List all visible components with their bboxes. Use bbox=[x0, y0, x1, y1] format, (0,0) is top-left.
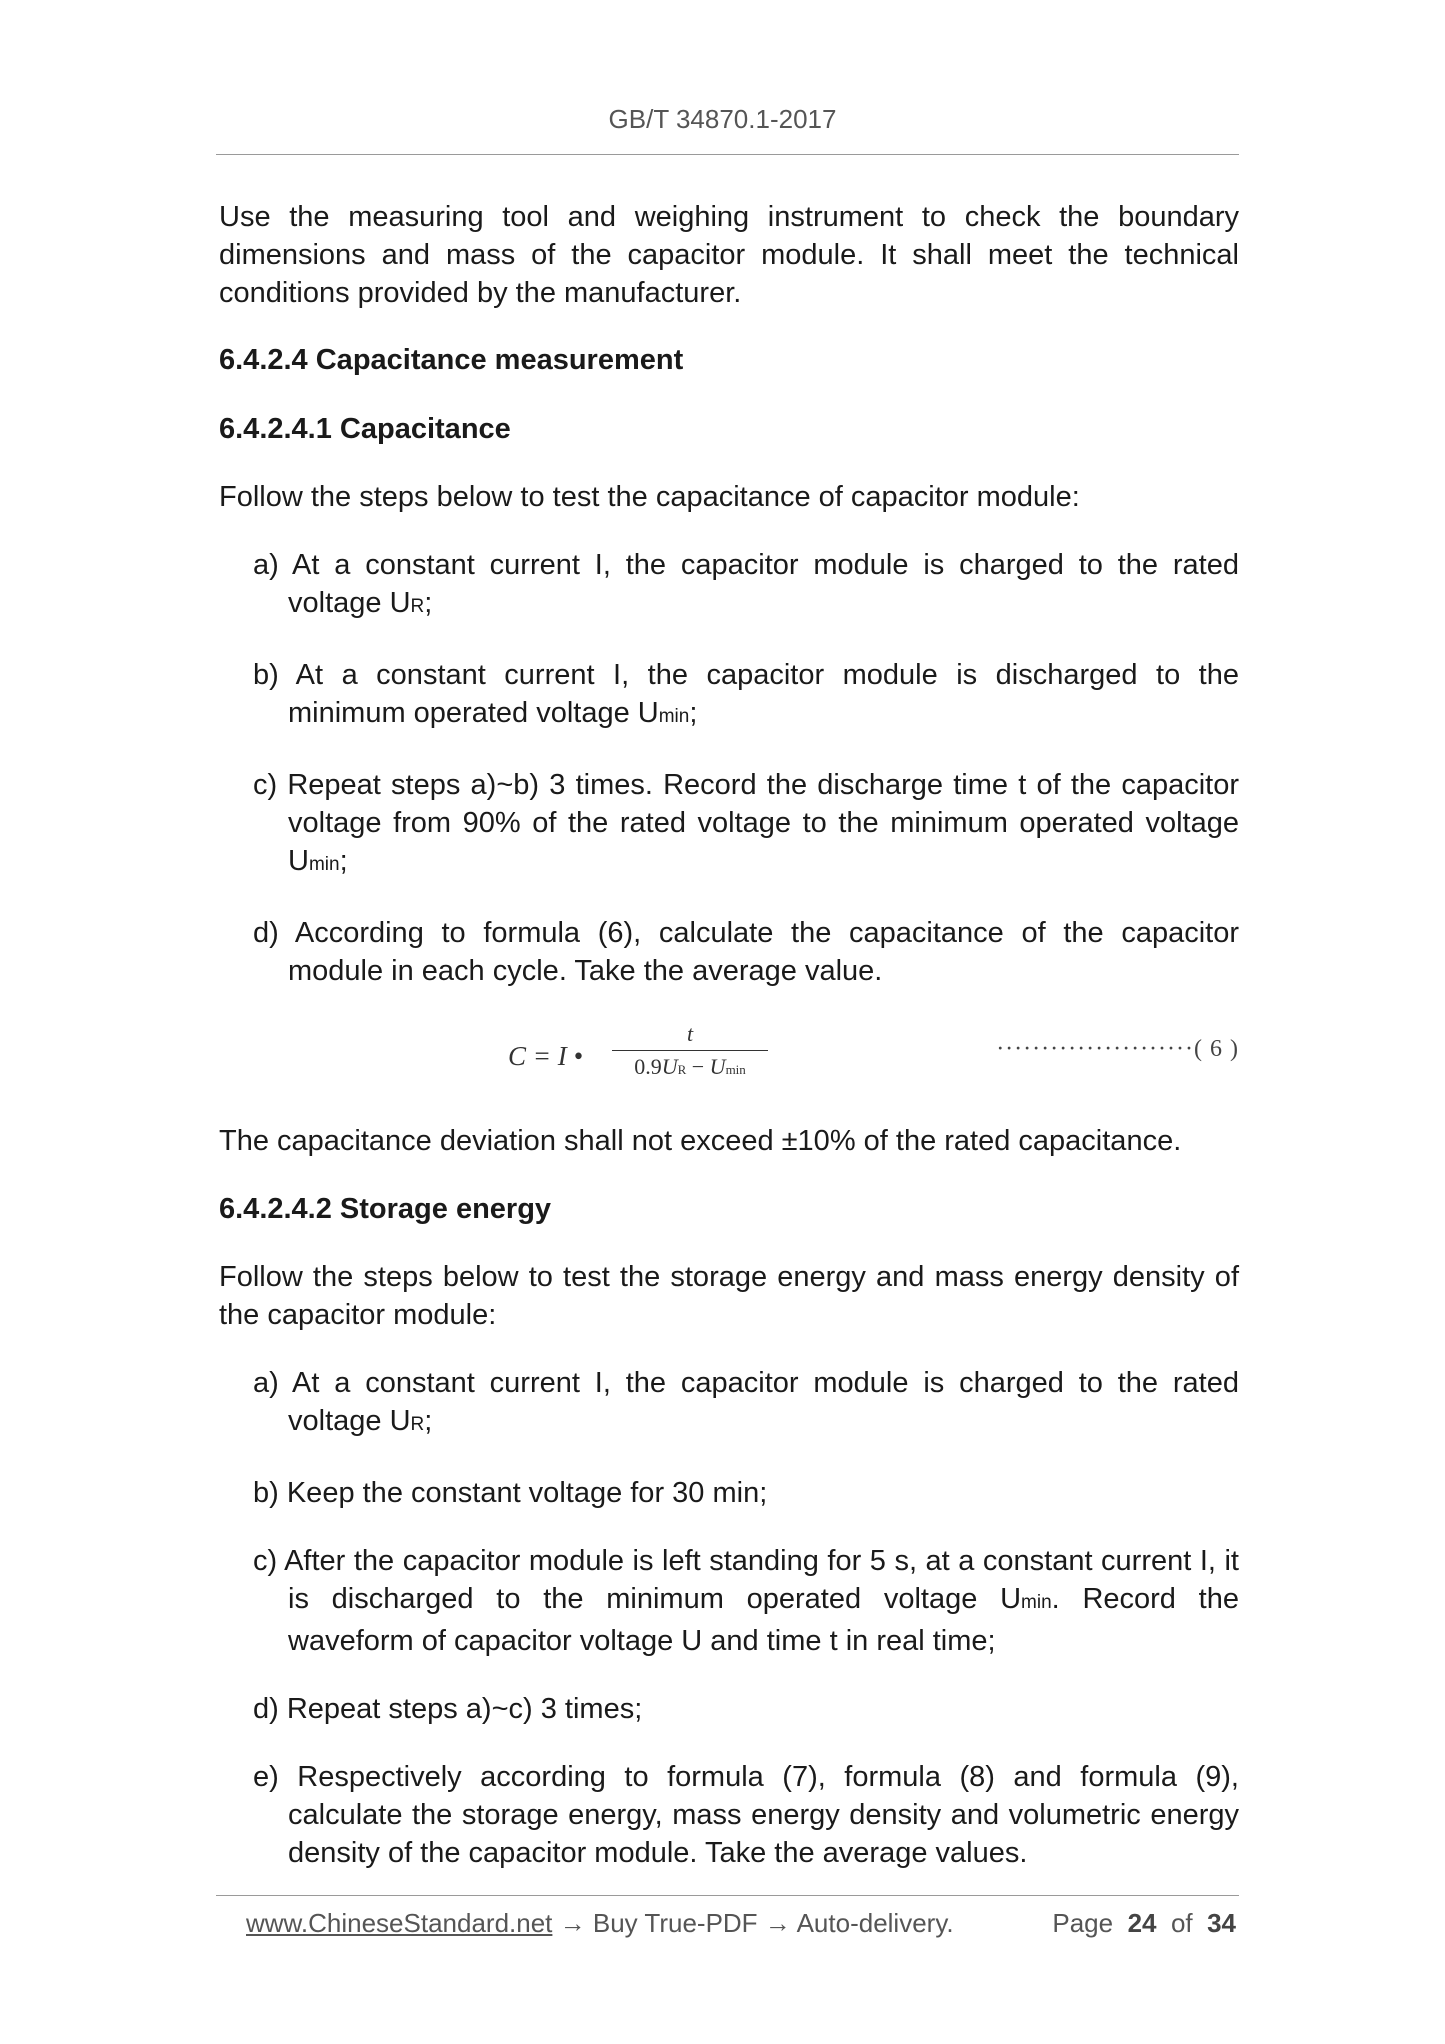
storage-step-b: b) Keep the constant voltage for 30 min; bbox=[253, 1477, 768, 1509]
capacitance-step-d: d) According to formula (6), calculate the capacitance of the capacitor module in each cycle. Take the average value. bbox=[253, 917, 1239, 987]
capacitance-step-c: c) Repeat steps a)~b) 3 times. Record the discharge time t of the capacitor voltage from 90% of the rated voltage to the minimum operated voltage Umin; bbox=[253, 769, 1239, 877]
page-body bbox=[219, 198, 1239, 1872]
storage-step-c: c) After the capacitor module is left standing for 5 s, at a constant current I, it is discharged to the minimum operated voltage Umin. Record the waveform of capacitor voltage U and time t in real time; bbox=[253, 1545, 1239, 1657]
page-footer bbox=[246, 1908, 1236, 1939]
website-link[interactable]: www.ChineseStandard.net bbox=[246, 1908, 553, 1938]
capacitance-deviation: The capacitance deviation shall not exceed ±10% of the rated capacitance. bbox=[219, 1125, 1182, 1157]
footer-rule bbox=[216, 1895, 1239, 1896]
subsection-heading-capacitance: 6.4.2.4.1 Capacitance bbox=[219, 413, 511, 445]
capacitance-lead: Follow the steps below to test the capacitance of capacitor module: bbox=[219, 481, 1080, 513]
storage-step-d: d) Repeat steps a)~c) 3 times; bbox=[253, 1693, 643, 1725]
arrow-right-icon: → bbox=[757, 1908, 797, 1938]
capacitance-step-a: a) At a constant current I, the capacitor module is charged to the rated voltage UR; bbox=[253, 549, 1239, 619]
formula-fraction bbox=[612, 1020, 768, 1084]
page-number: Page 24 of 34 bbox=[1052, 1908, 1236, 1938]
fraction-bar bbox=[612, 1050, 768, 1051]
arrow-right-icon: → bbox=[552, 1908, 593, 1938]
section-heading-capacitance-measurement: 6.4.2.4 Capacitance measurement bbox=[219, 344, 684, 376]
document-id-header: GB/T 34870.1-2017 bbox=[608, 104, 837, 134]
header-rule bbox=[216, 154, 1239, 155]
buy-true-pdf-text: Buy True-PDF bbox=[592, 1908, 758, 1938]
formula-denominator: 0.9UR − Umin bbox=[634, 1054, 746, 1079]
storage-lead: Follow the steps below to test the storage energy and mass energy density of the capacitor module: bbox=[219, 1261, 1239, 1331]
formula-6 bbox=[219, 1012, 1239, 1102]
auto-delivery-text: Auto-delivery. bbox=[796, 1908, 954, 1938]
intro-paragraph: Use the measuring tool and weighing instrument to check the boundary dimensions and mass of the capacitor module. It shall meet the technical conditions provided by the manufacturer. bbox=[219, 201, 1239, 309]
formula-numerator: t bbox=[686, 1021, 694, 1046]
formula-lhs: C = I • bbox=[508, 1041, 583, 1071]
capacitance-step-b: b) At a constant current I, the capacitor module is discharged to the minimum operated voltage Umin; bbox=[253, 659, 1239, 729]
subsection-heading-storage-energy: 6.4.2.4.2 Storage energy bbox=[219, 1193, 552, 1225]
equation-number: ······················( 6 ) bbox=[996, 1036, 1239, 1062]
storage-step-a: a) At a constant current I, the capacitor module is charged to the rated voltage UR; bbox=[253, 1367, 1239, 1437]
storage-step-e: e) Respectively according to formula (7), formula (8) and formula (9), calculate the storage energy, mass energy density and volumetric energy density of the capacitor module. Take the average values. bbox=[253, 1761, 1239, 1869]
